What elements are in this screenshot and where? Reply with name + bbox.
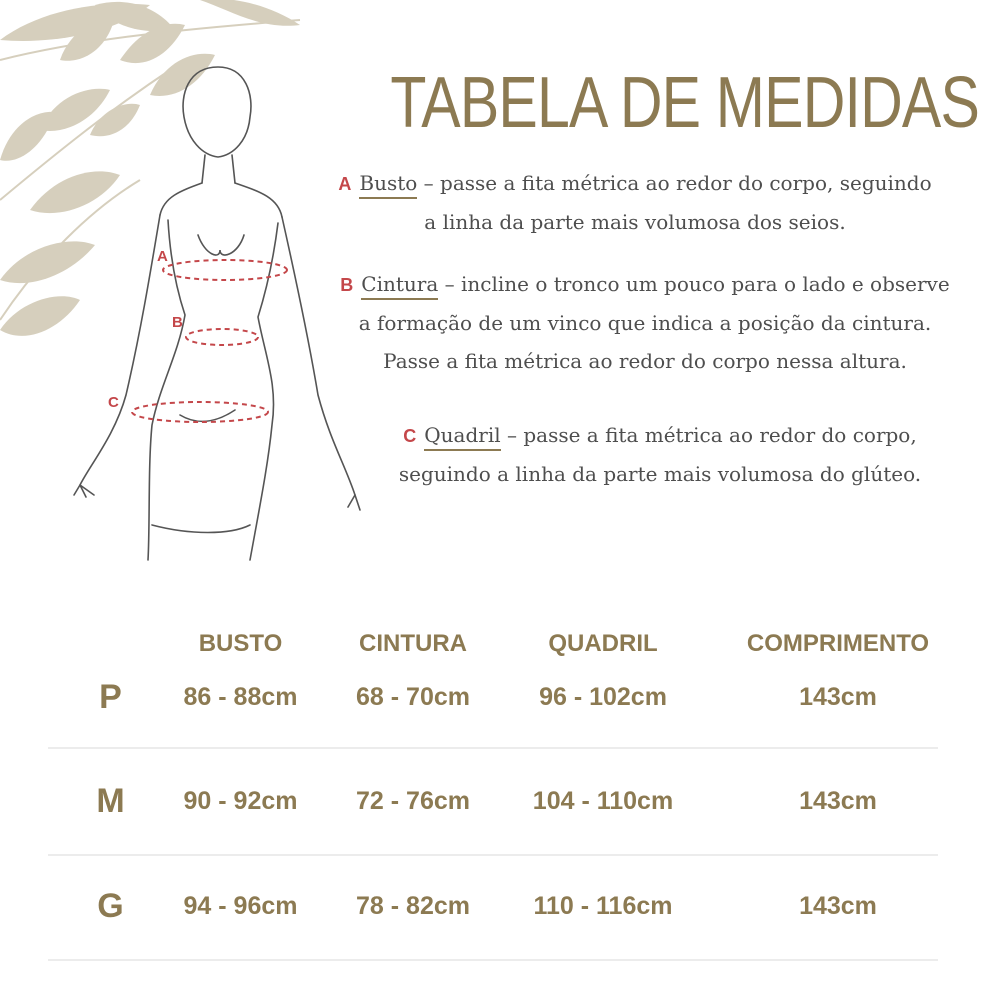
header-quadril: QUADRIL <box>548 630 658 657</box>
instruction-text: a formação de um vinco que indica a posição da cintura. <box>358 311 932 335</box>
comprimento-value: 143cm <box>799 683 877 711</box>
instruction-text: – passe a fita métrica ao redor do corpo, <box>500 423 917 447</box>
size-label: P <box>99 678 122 716</box>
header-busto: BUSTO <box>198 630 283 657</box>
instruction-letter: B <box>340 275 354 295</box>
instruction-cintura <box>300 265 990 380</box>
mark-a: A <box>157 248 168 265</box>
instruction-text: Passe a fita métrica ao redor do corpo nessa altura. <box>383 349 907 373</box>
mark-b: B <box>172 314 183 331</box>
waist-measure-line <box>186 329 258 345</box>
instruction-text: a linha da parte mais volumosa dos seios. <box>424 210 846 234</box>
instruction-letter: C <box>403 426 417 446</box>
figure-head <box>183 67 251 157</box>
bust-measure-line <box>163 260 287 280</box>
instruction-text: seguindo a linha da parte mais volumosa do glúteo. <box>398 462 922 486</box>
instruction-text: – passe a fita métrica ao redor do corpo, seguindo <box>417 171 932 195</box>
quadril-value: 110 - 116cm <box>533 892 673 920</box>
header-cintura: CINTURA <box>359 630 467 657</box>
instruction-text: – incline o tronco um pouco para o lado e observe <box>438 272 950 296</box>
table-row <box>48 854 938 961</box>
page-title: TABELA DE MEDIDAS <box>390 63 980 143</box>
comprimento-value: 143cm <box>799 892 877 920</box>
instruction-quadril <box>345 416 975 493</box>
instruction-term: Cintura <box>361 272 438 300</box>
instruction-letter: A <box>338 174 352 194</box>
table-row <box>48 749 938 856</box>
cintura-value: 68 - 70cm <box>356 683 470 711</box>
quadril-value: 96 - 102cm <box>539 683 667 711</box>
cintura-value: 78 - 82cm <box>356 892 470 920</box>
instruction-term: Quadril <box>424 423 500 451</box>
busto-value: 86 - 88cm <box>183 683 298 711</box>
size-label: G <box>97 887 124 925</box>
instruction-term: Busto <box>359 171 417 199</box>
mark-c: C <box>108 394 119 411</box>
quadril-value: 104 - 110cm <box>532 787 674 815</box>
table-row <box>48 642 938 749</box>
instruction-busto <box>305 164 965 241</box>
comprimento-value: 143cm <box>799 787 877 815</box>
size-label: M <box>96 782 125 820</box>
busto-value: 90 - 92cm <box>183 787 298 815</box>
cintura-value: 72 - 76cm <box>356 787 470 815</box>
hip-measure-line <box>132 402 268 422</box>
busto-value: 94 - 96cm <box>183 892 298 920</box>
header-comprimento: COMPRIMENTO <box>746 630 930 657</box>
